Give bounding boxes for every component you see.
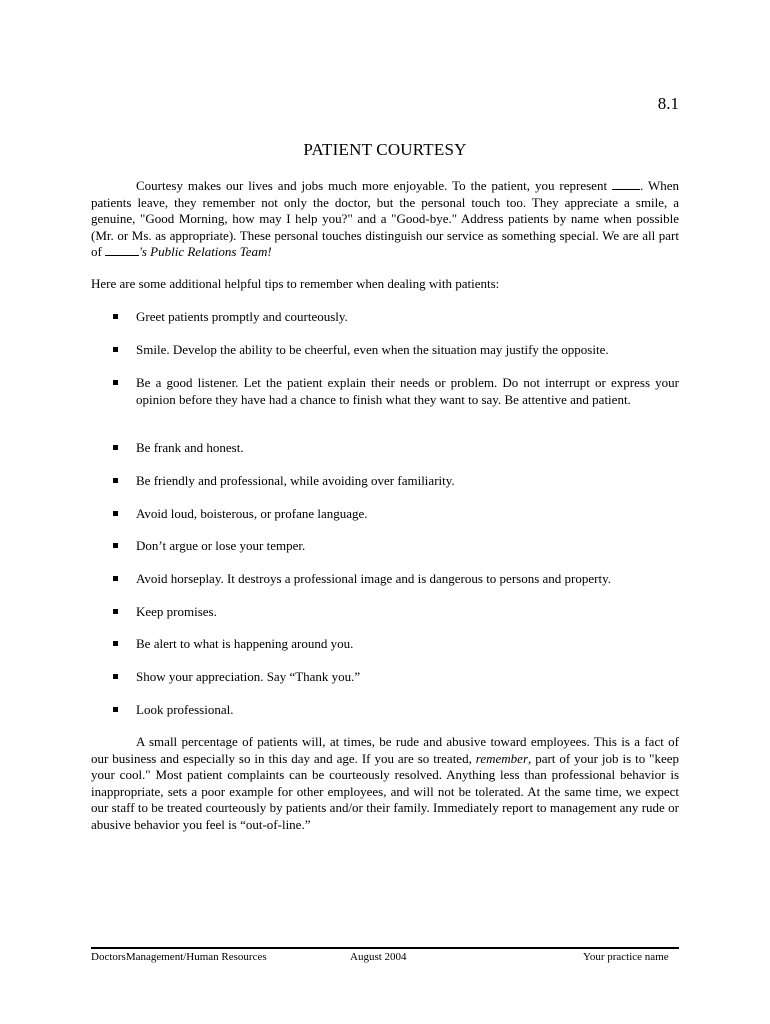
- intro-text-part1: Courtesy makes our lives and jobs much more enjoyable. To the patient, you represent: [136, 178, 612, 193]
- tip-text: Show your appreciation. Say “Thank you.”: [136, 669, 361, 684]
- closing-text-part3: , part of your job is to "keep your cool." Most patient complaints can be courteously resolved. Anything less than professional behavior is inappropriate, sets a poor example for other employees, and will not be tolerated. At the same time, we expect our staff to be treated courteously by patients and/or their family. Immediately report to management any rude or abusive behavior you feel is “out-of-line.”: [91, 750, 679, 832]
- bullet-icon: [113, 543, 118, 548]
- closing-paragraph: [91, 734, 679, 833]
- tip-text: Avoid horseplay. It destroys a professional image and is dangerous to persons and property.: [136, 571, 611, 586]
- page-title: PATIENT COURTESY: [303, 140, 467, 159]
- tip-text: Be frank and honest.: [136, 440, 244, 455]
- footer-date: August 2004: [350, 951, 407, 963]
- intro-text-part3: 's Public Relations Team!: [139, 244, 272, 259]
- tip-text: Greet patients promptly and courteously.: [136, 309, 348, 324]
- tip-text: Don’t argue or lose your temper.: [136, 538, 306, 553]
- footer-practice-name: Your practice name: [583, 951, 669, 963]
- tip-text: Be friendly and professional, while avoiding over familiarity.: [136, 473, 455, 488]
- bullet-icon: [113, 380, 118, 385]
- intro-text-part2: . When patients leave, they remember not only the doctor, but the personal touch too. They appreciate a smile, a genuine, "Good Morning, how may I help you?" and a "Good-bye." Address patients by name when possible (Mr. or Ms. as appropriate). These personal touches distinguish our service as something special. We are all part of: [91, 178, 679, 259]
- bullet-icon: [113, 511, 118, 516]
- bullet-icon: [113, 445, 118, 450]
- bullet-icon: [113, 674, 118, 679]
- tip-text: Avoid loud, boisterous, or profane language.: [136, 506, 368, 521]
- bullet-icon: [113, 314, 118, 319]
- footer-divider: [91, 947, 679, 949]
- footer-left: DoctorsManagement/Human Resources: [91, 951, 267, 963]
- bullet-icon: [113, 609, 118, 614]
- bullet-icon: [113, 478, 118, 483]
- tip-text: Smile. Develop the ability to be cheerful, even when the situation may justify the opposite.: [136, 342, 609, 357]
- tip-text: Be a good listener. Let the patient explain their needs or problem. Do not interrupt or express your opinion before they have had a chance to finish what they want to say. Be attentive and patient.: [136, 375, 679, 407]
- tips-intro: Here are some additional helpful tips to remember when dealing with patients:: [91, 276, 500, 291]
- bullet-icon: [113, 707, 118, 712]
- closing-text-part2: remember: [475, 750, 529, 766]
- bullet-icon: [113, 641, 118, 646]
- intro-paragraph: [91, 178, 679, 261]
- tip-text: Look professional.: [136, 702, 234, 717]
- bullet-icon: [113, 347, 118, 352]
- blank-line-team-name: [105, 244, 139, 256]
- bullet-icon: [113, 576, 118, 581]
- tip-text: Be alert to what is happening around you.: [136, 636, 354, 651]
- blank-line-practice-name: [612, 178, 640, 190]
- section-number: 8.1: [657, 94, 679, 113]
- closing-text-part1: A small percentage of patients will, at times, be rude and abusive toward employees. This is a fact of our business and especially so in this day and age. If you are so treated,: [91, 734, 679, 766]
- tip-text: Keep promises.: [136, 604, 217, 619]
